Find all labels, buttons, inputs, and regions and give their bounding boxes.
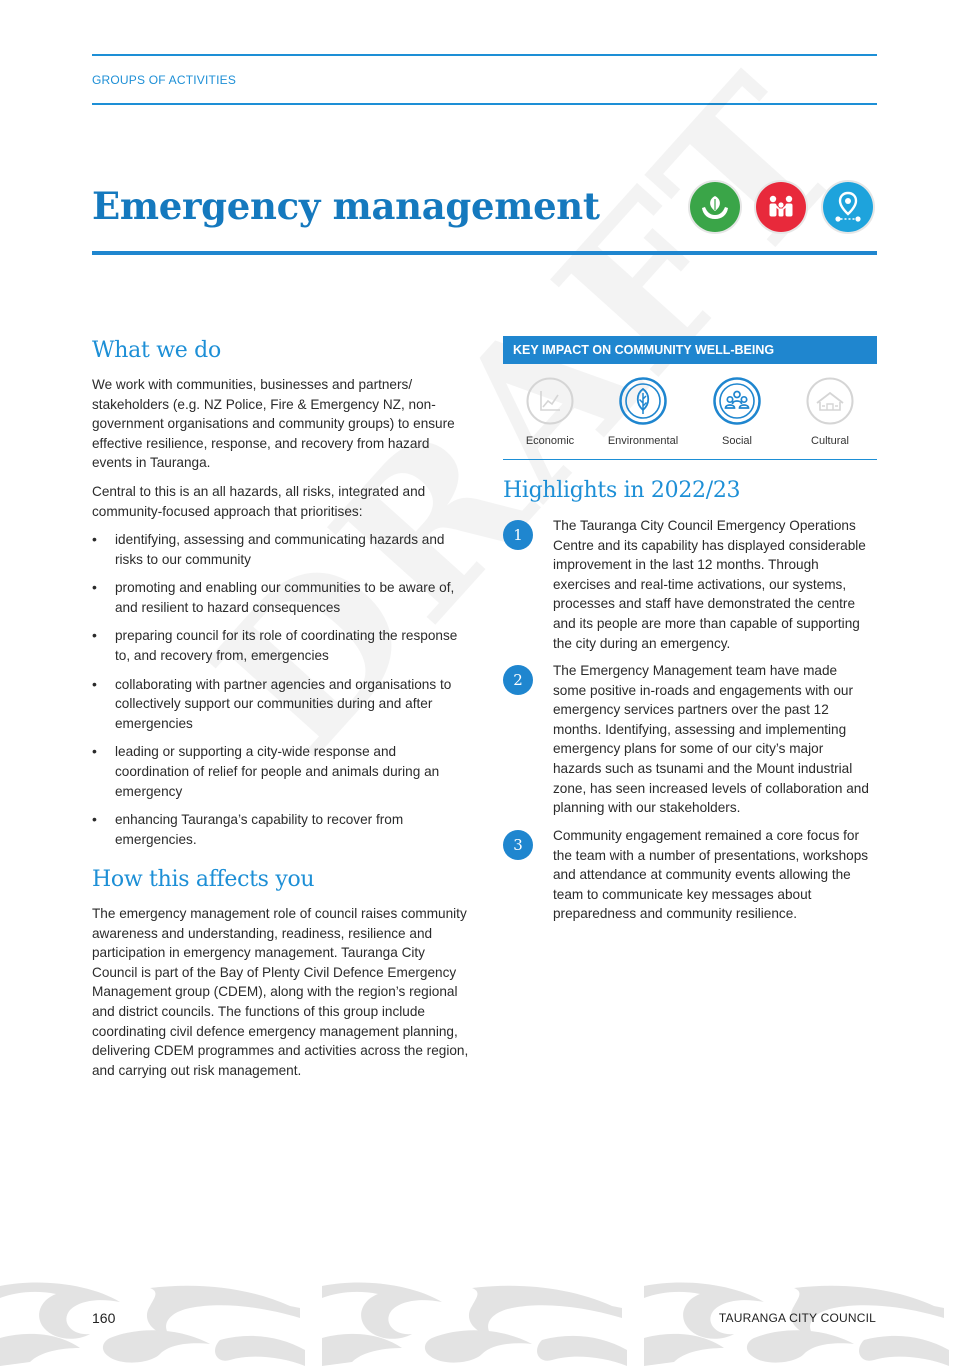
environmental-leaf-icon	[619, 377, 667, 425]
location-network-icon	[823, 182, 873, 232]
social-people-icon	[713, 377, 761, 425]
impact-cultural	[783, 377, 877, 447]
impact-label: Cultural	[811, 435, 849, 447]
impact-label: Social	[722, 435, 752, 447]
list-item: • identifying, assessing and communicating hazards and risks to our community	[92, 530, 472, 569]
section-label: GROUPS OF ACTIVITIES	[92, 73, 237, 87]
list-item: • leading or supporting a city-wide response and coordination of relief for people and animals during an emergency	[92, 742, 472, 801]
impact-environmental	[596, 377, 690, 447]
what-we-do-intro: Central to this is an all hazards, all risks, integrated and community-focused approach that prioritises:	[92, 484, 426, 519]
impact-divider	[503, 459, 877, 460]
impact-label: Environmental	[607, 435, 679, 447]
highlight-number-badge: 1	[503, 520, 533, 550]
how-this-affects-you-heading: How this affects you	[92, 867, 315, 892]
impact-social	[690, 377, 784, 447]
highlight-text: The Tauranga City Council Emergency Operations Centre and its capability has displayed considerable improvement in the last 12 months. Through exercises and real-time activations, our systems, processes and staff have demonstrated the centre and its people are more than capable of supporting the city during an emergency.	[553, 518, 866, 651]
list-item: • promoting and enabling our communities to be aware of, and resilient to hazard consequences	[92, 578, 472, 617]
what-we-do-heading: What we do	[92, 338, 221, 363]
social-wellbeing-icon	[756, 182, 806, 232]
key-impact-title: KEY IMPACT ON COMMUNITY WELL-BEING	[503, 336, 877, 364]
page-title: Emergency management	[92, 184, 600, 228]
highlight-number-badge: 3	[503, 830, 533, 860]
footer-organisation: TAURANGA CITY COUNCIL	[718, 1311, 876, 1325]
how-this-affects-you-paragraph: The emergency management role of council raises community awareness and understanding, readiness, resilience and participation in emergency management. Tauranga City Council is part of the Bay of Plenty Civil Defence Emergency Management group (CDEM), along with the region’s regional and district councils. The functions of this group include coordinating civil defence emergency management planning, delivering CDEM programmes and activities across the region, and carrying out risk management.	[92, 906, 469, 1078]
priorities-list	[92, 530, 472, 858]
list-item: • preparing council for its role of coordinating the response to, and recovery from, emergencies	[92, 626, 472, 665]
highlight-number-badge: 2	[503, 665, 533, 695]
economic-chart-icon	[526, 377, 574, 425]
top-divider	[92, 54, 877, 56]
list-item: • enhancing Tauranga’s capability to recover from emergencies.	[92, 810, 472, 849]
page-number: 160	[92, 1310, 116, 1326]
what-we-do-paragraph: We work with communities, businesses and partners/ stakeholders (e.g. NZ Police, Fire & Emergency NZ, non-government organisations and community groups) to ensure effective resilience, response, and recovery from hazard events in Tauranga.	[92, 377, 455, 471]
title-divider	[92, 251, 877, 255]
cultural-house-icon	[806, 377, 854, 425]
impact-label: Economic	[525, 435, 575, 447]
highlight-text: Community engagement remained a core focus for the team with a number of presentations, workshops and attendance at community events allowing the team to communicate key messages about preparedness and community resilience.	[553, 828, 869, 922]
highlight-text: The Emergency Management team have made some positive in-roads and engagements with our emergency services partners over the past 12 months. Identifying, assessing and implementing emergency plans for some of our city’s major hazards such as tsunami and the Mount industrial zone, has seen increased levels of collaboration and planning with our stakeholders.	[553, 663, 869, 816]
environmental-wellbeing-icon	[690, 182, 740, 232]
impact-economic	[503, 377, 597, 447]
highlights-heading: Highlights in 2022/23	[503, 478, 741, 503]
list-item: • collaborating with partner agencies and organisations to collectively support our communities during and after emergencies	[92, 675, 472, 734]
